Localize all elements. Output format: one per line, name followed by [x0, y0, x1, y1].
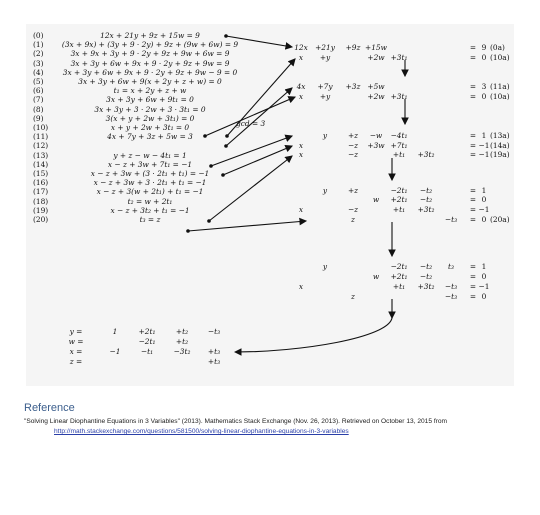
matrix-cell: =	[469, 141, 477, 150]
matrix-cell: 1	[481, 262, 487, 271]
arrow	[226, 88, 292, 146]
equation-tag: (0a)	[490, 43, 505, 52]
matrix-cell: −t₂	[419, 272, 433, 281]
matrix-cell: x	[298, 53, 304, 62]
matrix-cell: =	[469, 82, 477, 91]
equation-tag: (20a)	[490, 215, 510, 224]
arrow	[223, 146, 292, 175]
equation-number: (14)	[33, 159, 49, 169]
matrix-cell: −t₂	[419, 186, 433, 195]
equation: 3x + 3y + 6w + 9t₁ = 0	[106, 95, 194, 105]
equation: y + z − w − 4t₁ = 1	[113, 150, 187, 160]
equation: x − z + 3(w + 2t₁) + t₁ = −1	[96, 187, 204, 197]
equation-number: (16)	[33, 178, 49, 188]
matrix-cell: x	[298, 141, 304, 150]
equation-number: (1)	[33, 40, 44, 50]
matrix-cell: −1	[478, 141, 490, 150]
equation-number: (17)	[33, 187, 49, 197]
matrix-cell: 0	[481, 195, 487, 204]
matrix-cell: x	[298, 282, 304, 291]
solution-variable: y =	[69, 327, 83, 336]
matrix-cell: +3z	[345, 82, 361, 91]
equation-tag: (14a)	[490, 141, 510, 150]
equation: 3x + 3y + 3 · 2w + 3 · 3t₁ = 0	[94, 104, 206, 114]
matrix-cell: −w	[369, 131, 383, 140]
solution-cell: +t₃	[207, 347, 221, 356]
equation: 3x + 3y + 6w + 9x + 9 · 2y + 9z + 9w = 9	[70, 58, 230, 68]
equation: (3x + 9x) + (3y + 9 · 2y) + 9z + (9w + 6w) = 9	[61, 40, 239, 50]
matrix-cell: +t₁	[392, 282, 406, 291]
equation: 3x + 3y + 6w + 9(x + 2y + z + w) = 0	[78, 77, 222, 86]
equation-number: (18)	[33, 196, 49, 206]
matrix-cell: +t₁	[392, 150, 406, 159]
equation: 3(x + y + 2w + 3t₁) = 0	[105, 113, 195, 123]
matrix-cell: −1	[478, 205, 490, 214]
solution-cell: −3t₂	[173, 347, 191, 356]
matrix-cell: 0	[481, 53, 487, 62]
matrix-cell: y	[322, 186, 328, 195]
matrix-cell: +7t₁	[390, 141, 408, 150]
solution-cell: −t₁	[140, 347, 154, 356]
equation-number: (13)	[33, 150, 49, 160]
reference-text: "Solving Linear Diophantine Equations in 3 Variables" (2013). Mathematics Stack Exchange (Nov. 26, 2013). Retrieved on October 13, 2015 from	[24, 418, 448, 425]
solution-cell: 1	[112, 327, 118, 336]
equation: 12x + 21y + 9z + 15w = 9	[100, 31, 200, 40]
equation-number: (4)	[33, 67, 44, 77]
matrix-cell: =	[469, 131, 477, 140]
matrix-cell: =	[469, 205, 477, 214]
equation: 3x + 3y + 6w + 9x + 9 · 2y + 9z + 9w − 9 = 0	[62, 67, 238, 77]
matrix-cell: −4t₁	[390, 131, 408, 140]
matrix-cell: +3t₁	[390, 92, 408, 101]
equation: x − z + 3w + (3 · 2t₁ + t₁) = −1	[90, 169, 210, 178]
matrix-cell: 4x	[296, 82, 306, 91]
gcd-label: gcd = 3	[236, 119, 266, 128]
matrix-cell: =	[469, 272, 477, 281]
equation-tag: (13a)	[490, 131, 510, 140]
matrix-cell: +3t₁	[390, 53, 408, 62]
equation-number: (9)	[33, 113, 44, 123]
matrix-cell: +5w	[367, 82, 385, 91]
equation-number: (6)	[33, 86, 44, 96]
matrix-cell: +t₁	[392, 205, 406, 214]
arrow	[205, 97, 295, 136]
matrix-cell: 12x	[294, 43, 308, 52]
equation: t₁ = x + 2y + z + w	[113, 86, 187, 96]
matrix-cell: +3w	[367, 141, 385, 150]
equation: 4x + 7y + 3z + 5w = 3	[107, 132, 193, 142]
equation-tag: (10a)	[490, 53, 510, 62]
matrix-cell: 1	[481, 131, 487, 140]
matrix-cell: −t₃	[444, 282, 458, 291]
solution-variable: w =	[68, 337, 84, 346]
matrix-cell: =	[469, 150, 477, 159]
matrix-cell: 1	[481, 186, 487, 195]
matrix-cell: =	[469, 215, 477, 224]
matrix-cell: −2t₁	[390, 186, 408, 195]
solution-cell: −t₃	[207, 327, 221, 336]
matrix-cell: =	[469, 186, 477, 195]
equation-number: (2)	[33, 49, 44, 59]
reference-link[interactable]: http://math.stackexchange.com/questions/581500/solving-linear-diophantine-equations-in-3-variables	[54, 428, 349, 435]
equation: x − z + 3t₂ + t₁ = −1	[110, 205, 190, 215]
matrix-cell: z	[351, 215, 355, 224]
equation-number: (19)	[33, 205, 49, 215]
equation-tag: (19a)	[490, 150, 510, 159]
solution-cell: +2t₁	[138, 327, 156, 336]
equation: t₂ = w + 2t₁	[127, 196, 173, 206]
solution-cell: +t₃	[207, 357, 221, 366]
matrix-cell: =	[469, 92, 477, 101]
arrow	[227, 59, 295, 136]
matrix-cell: −1	[478, 282, 490, 291]
matrix-cell: −t₃	[444, 215, 458, 224]
matrix-cell: x	[298, 150, 304, 159]
matrix-cell: −t₂	[419, 262, 433, 271]
equation-number: (11)	[33, 132, 49, 142]
equation-number: (7)	[33, 95, 44, 105]
matrix-cell: x	[298, 92, 304, 101]
matrix-cell: =	[469, 53, 477, 62]
solution-variable: x =	[69, 347, 83, 356]
matrix-cell: −z	[347, 205, 359, 214]
equation-number: (10)	[33, 123, 49, 132]
solution-cell: +t₂	[175, 337, 189, 346]
matrix-cell: 0	[481, 292, 487, 301]
matrix-cell: =	[469, 262, 477, 271]
matrix-cell: +21y	[315, 43, 335, 52]
matrix-cell: +3t₂	[417, 205, 435, 214]
arrow	[209, 156, 292, 221]
matrix-cell: 3	[481, 82, 487, 91]
equation: 3x + 9x + 3y + 9 · 2y + 9z + 9w + 6w = 9	[70, 49, 230, 59]
matrix-cell: =	[469, 282, 477, 291]
matrix-cell: y	[322, 262, 328, 271]
solution-cell: −1	[109, 347, 121, 356]
matrix-cell: +9z	[345, 43, 361, 52]
matrix-cell: 0	[481, 92, 487, 101]
equation: t₃ = z	[139, 215, 161, 224]
equation-number: (12)	[33, 141, 49, 151]
equation-number: (15)	[33, 169, 49, 178]
equation: x − z + 3w + 7t₁ = −1	[107, 159, 193, 169]
matrix-cell: +y	[319, 92, 331, 101]
equation: x + y + 2w + 3t₁ = 0	[110, 123, 190, 132]
matrix-cell: 0	[481, 215, 487, 224]
matrix-cell: −1	[478, 150, 490, 159]
arrow	[226, 36, 292, 47]
matrix-cell: 9	[481, 43, 487, 52]
matrix-cell: z	[351, 292, 355, 301]
matrix-cell: y	[322, 131, 328, 140]
matrix-cell: +15w	[365, 43, 387, 52]
equation-tag: (10a)	[490, 92, 510, 101]
reference-citation	[24, 417, 494, 437]
equation-number: (5)	[33, 77, 44, 86]
matrix-cell: −t₃	[444, 292, 458, 301]
equation-number: (20)	[33, 215, 49, 224]
equation-number: (0)	[33, 31, 44, 40]
matrix-cell: −z	[347, 150, 359, 159]
matrix-cell: −t₂	[419, 195, 433, 204]
equation-tag: (11a)	[490, 82, 510, 91]
matrix-cell: =	[469, 195, 477, 204]
matrix-cell: +y	[319, 53, 331, 62]
matrix-cell: w	[372, 272, 380, 281]
solution-cell: +t₂	[175, 327, 189, 336]
matrix-cell: =	[469, 292, 477, 301]
matrix-cell: w	[372, 195, 380, 204]
matrix-cell: +3t₂	[417, 282, 435, 291]
matrix-cell: +2w	[367, 53, 385, 62]
matrix-cell: +7y	[317, 82, 333, 91]
matrix-cell: 0	[481, 272, 487, 281]
solution-cell: −2t₁	[138, 337, 156, 346]
matrix-cell: +2t₁	[390, 195, 408, 204]
matrix-cell: =	[469, 43, 477, 52]
matrix-cell: x	[298, 205, 304, 214]
matrix-cell: −2t₁	[390, 262, 408, 271]
matrix-cell: +z	[347, 131, 359, 140]
matrix-cell: +3t₂	[417, 150, 435, 159]
equation-number: (3)	[33, 58, 44, 68]
matrix-cell: +2w	[367, 92, 385, 101]
equation-number: (8)	[33, 104, 44, 114]
matrix-cell: +2t₁	[390, 272, 408, 281]
matrix-cell: t₃	[448, 262, 454, 271]
reference-heading: Reference	[24, 402, 75, 414]
matrix-cell: +z	[347, 186, 359, 195]
return-arrow	[235, 318, 392, 352]
arrow	[188, 221, 306, 231]
matrix-cell: −z	[347, 141, 359, 150]
solution-variable: z =	[69, 357, 83, 366]
equation: x − z + 3w + 3 · 2t₁ + t₁ = −1	[93, 178, 207, 188]
